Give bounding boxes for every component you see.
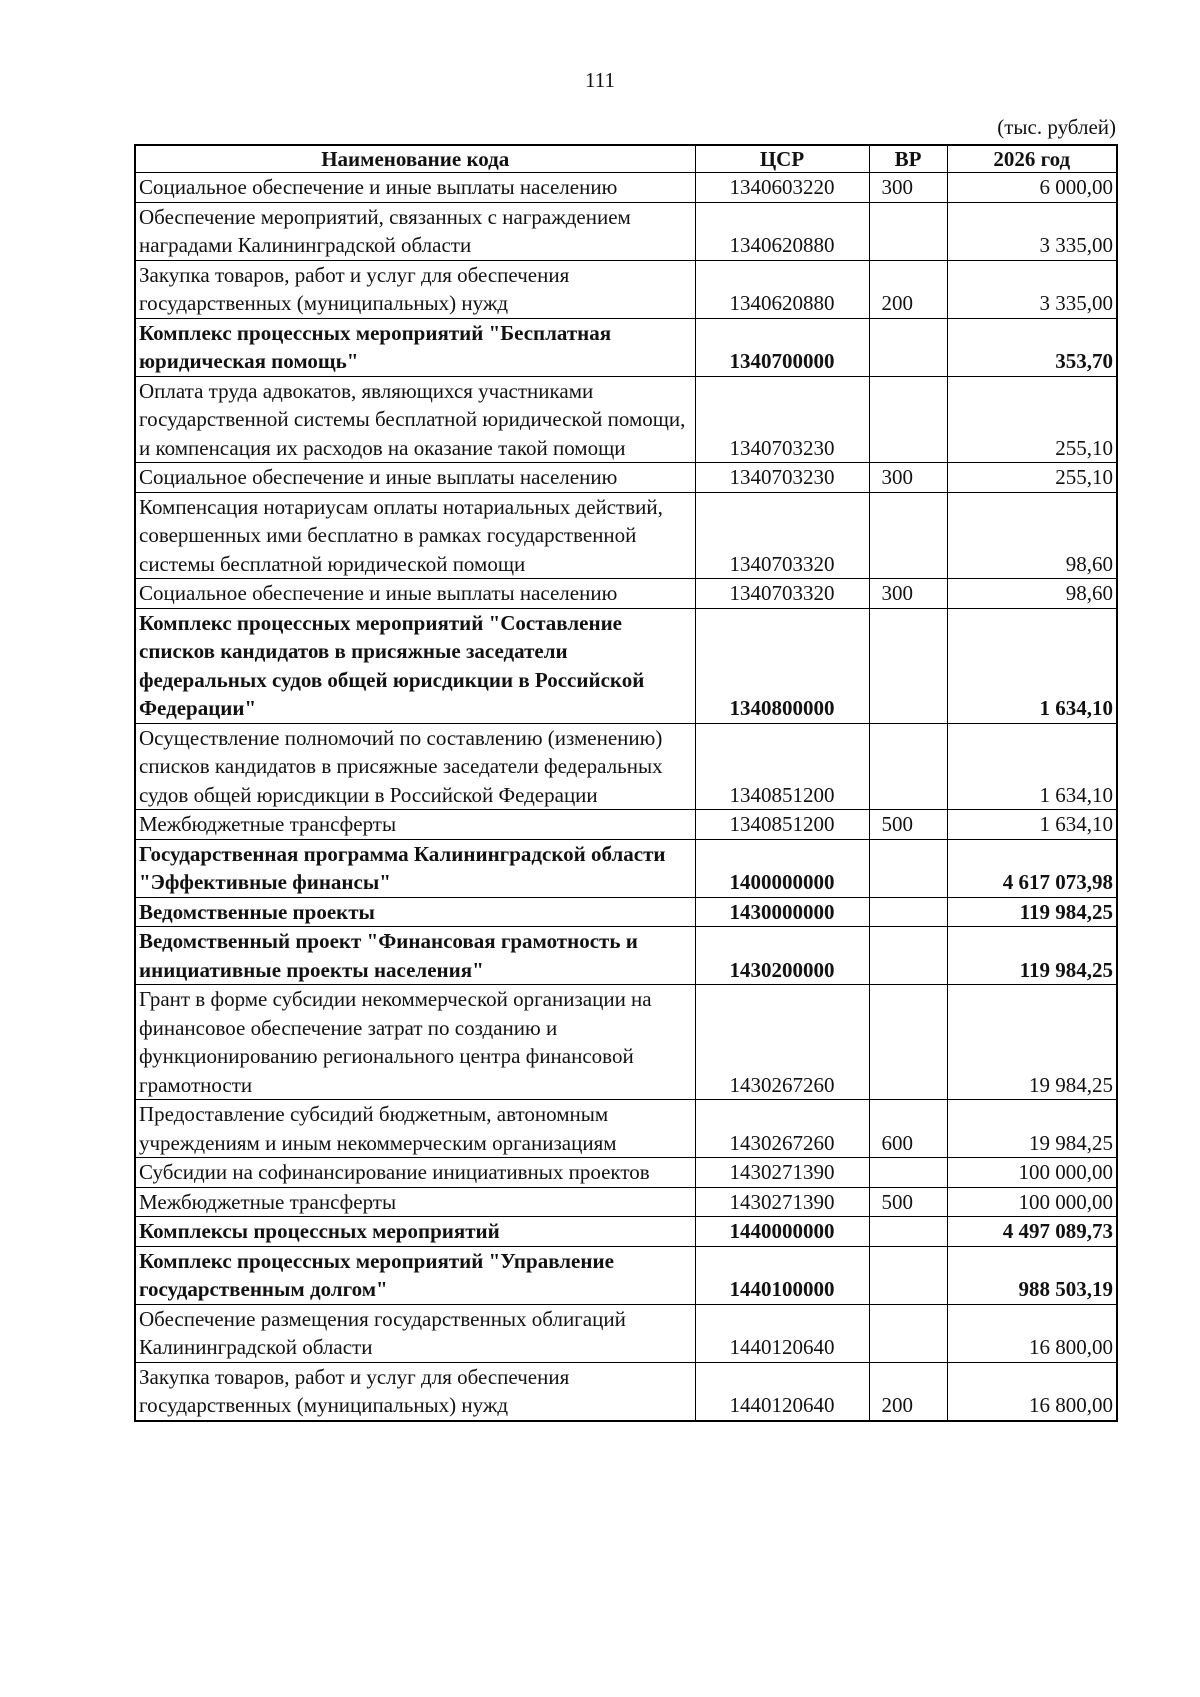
row-csr-cell: 1340603220 (695, 173, 869, 203)
row-vr-cell (869, 1246, 947, 1304)
row-vr-cell: 300 (869, 173, 947, 203)
table-row (135, 897, 1117, 927)
row-sum-cell: 4 617 073,98 (947, 839, 1117, 897)
row-sum-cell: 100 000,00 (947, 1187, 1117, 1217)
row-vr-cell (869, 1217, 947, 1247)
row-name-cell: Комплекс процессных мероприятий "Бесплатная юридическая помощь" (135, 318, 695, 376)
row-sum-cell: 16 800,00 (947, 1362, 1117, 1421)
row-sum-cell: 19 984,25 (947, 985, 1117, 1100)
row-name-cell: Ведомственные проекты (135, 897, 695, 927)
row-name-cell: Комплекс процессных мероприятий "Составление списков кандидатов в присяжные заседатели федеральных судов общей юрисдикции в Российской Федерации" (135, 608, 695, 723)
table-row (135, 1187, 1117, 1217)
row-vr-cell (869, 927, 947, 985)
table-header-row (135, 145, 1117, 173)
row-sum-cell: 353,70 (947, 318, 1117, 376)
row-csr-cell: 1430200000 (695, 927, 869, 985)
row-csr-cell: 1340800000 (695, 608, 869, 723)
row-vr-cell (869, 376, 947, 463)
row-vr-cell (869, 723, 947, 810)
row-name-cell: Социальное обеспечение и иные выплаты населению (135, 579, 695, 609)
row-name-cell: Предоставление субсидий бюджетным, автономным учреждениям и иным некоммерческим организациям (135, 1100, 695, 1158)
row-sum-cell: 16 800,00 (947, 1304, 1117, 1362)
row-vr-cell: 300 (869, 579, 947, 609)
table-row (135, 839, 1117, 897)
table-row (135, 318, 1117, 376)
row-sum-cell: 98,60 (947, 579, 1117, 609)
row-vr-cell (869, 839, 947, 897)
row-sum-cell: 6 000,00 (947, 173, 1117, 203)
row-csr-cell: 1430000000 (695, 897, 869, 927)
row-name-cell: Закупка товаров, работ и услуг для обеспечения государственных (муниципальных) нужд (135, 260, 695, 318)
row-csr-cell: 1340620880 (695, 260, 869, 318)
page-number: 111 (585, 68, 615, 92)
row-name-cell: Закупка товаров, работ и услуг для обеспечения государственных (муниципальных) нужд (135, 1362, 695, 1421)
row-name-cell: Компенсация нотариусам оплаты нотариальных действий, совершенных ими бесплатно в рамках государственной системы бесплатной юридической помощи (135, 492, 695, 579)
row-csr-cell: 1430271390 (695, 1158, 869, 1188)
row-csr-cell: 1440120640 (695, 1304, 869, 1362)
row-vr-cell (869, 492, 947, 579)
row-name-cell: Государственная программа Калининградской области "Эффективные финансы" (135, 839, 695, 897)
row-sum-cell: 3 335,00 (947, 260, 1117, 318)
row-sum-cell: 988 503,19 (947, 1246, 1117, 1304)
row-name-cell: Социальное обеспечение и иные выплаты населению (135, 173, 695, 203)
row-name-cell: Комплекс процессных мероприятий "Управление государственным долгом" (135, 1246, 695, 1304)
row-name-cell: Обеспечение размещения государственных облигаций Калининградской области (135, 1304, 695, 1362)
row-csr-cell: 1340703320 (695, 579, 869, 609)
row-csr-cell: 1440100000 (695, 1246, 869, 1304)
row-vr-cell (869, 985, 947, 1100)
row-name-cell: Оплата труда адвокатов, являющихся участниками государственной системы бесплатной юридической помощи, и компенсация их расходов на оказание такой помощи (135, 376, 695, 463)
row-name-cell: Субсидии на софинансирование инициативных проектов (135, 1158, 695, 1188)
row-name-cell: Обеспечение мероприятий, связанных с награждением наградами Калининградской области (135, 202, 695, 260)
row-sum-cell: 4 497 089,73 (947, 1217, 1117, 1247)
column-header-csr: ЦСР (695, 145, 869, 173)
row-sum-cell: 3 335,00 (947, 202, 1117, 260)
table-row (135, 1246, 1117, 1304)
row-sum-cell: 1 634,10 (947, 810, 1117, 840)
row-csr-cell: 1430267260 (695, 1100, 869, 1158)
row-vr-cell (869, 318, 947, 376)
row-sum-cell: 98,60 (947, 492, 1117, 579)
table-row (135, 1100, 1117, 1158)
row-vr-cell (869, 608, 947, 723)
row-name-cell: Межбюджетные трансферты (135, 1187, 695, 1217)
row-csr-cell: 1340703320 (695, 492, 869, 579)
table-row (135, 810, 1117, 840)
row-sum-cell: 119 984,25 (947, 927, 1117, 985)
row-sum-cell: 119 984,25 (947, 897, 1117, 927)
row-csr-cell: 1430271390 (695, 1187, 869, 1217)
units-label: (тыс. рублей) (997, 115, 1116, 139)
row-name-cell: Межбюджетные трансферты (135, 810, 695, 840)
row-vr-cell (869, 1158, 947, 1188)
row-csr-cell: 1340700000 (695, 318, 869, 376)
table-row (135, 376, 1117, 463)
table-row (135, 608, 1117, 723)
row-sum-cell: 1 634,10 (947, 608, 1117, 723)
table-row (135, 927, 1117, 985)
table-row (135, 1362, 1117, 1421)
column-header-name: Наименование кода (135, 145, 695, 173)
table-row (135, 1158, 1117, 1188)
row-vr-cell: 600 (869, 1100, 947, 1158)
row-vr-cell: 200 (869, 260, 947, 318)
row-csr-cell: 1440000000 (695, 1217, 869, 1247)
row-name-cell: Комплексы процессных мероприятий (135, 1217, 695, 1247)
row-vr-cell: 300 (869, 463, 947, 493)
row-name-cell: Грант в форме субсидии некоммерческой организации на финансовое обеспечение затрат по созданию и функционированию регионального центра финансовой грамотности (135, 985, 695, 1100)
table-row (135, 463, 1117, 493)
row-sum-cell: 1 634,10 (947, 723, 1117, 810)
row-sum-cell: 100 000,00 (947, 1158, 1117, 1188)
row-csr-cell: 1340851200 (695, 810, 869, 840)
row-csr-cell: 1440120640 (695, 1362, 869, 1421)
table-row (135, 579, 1117, 609)
row-csr-cell: 1340703230 (695, 463, 869, 493)
row-name-cell: Социальное обеспечение и иные выплаты населению (135, 463, 695, 493)
table-row (135, 492, 1117, 579)
row-sum-cell: 19 984,25 (947, 1100, 1117, 1158)
row-csr-cell: 1430267260 (695, 985, 869, 1100)
row-vr-cell: 500 (869, 810, 947, 840)
row-vr-cell (869, 202, 947, 260)
row-vr-cell: 200 (869, 1362, 947, 1421)
row-sum-cell: 255,10 (947, 463, 1117, 493)
table-row (135, 985, 1117, 1100)
table-body (135, 173, 1117, 1421)
table-row (135, 723, 1117, 810)
row-csr-cell: 1340703230 (695, 376, 869, 463)
table-row (135, 173, 1117, 203)
row-sum-cell: 255,10 (947, 376, 1117, 463)
row-csr-cell: 1340851200 (695, 723, 869, 810)
table-row (135, 1217, 1117, 1247)
row-vr-cell (869, 897, 947, 927)
row-vr-cell: 500 (869, 1187, 947, 1217)
table-row (135, 1304, 1117, 1362)
table-row (135, 202, 1117, 260)
column-header-vr: ВР (869, 145, 947, 173)
row-vr-cell (869, 1304, 947, 1362)
row-csr-cell: 1340620880 (695, 202, 869, 260)
row-csr-cell: 1400000000 (695, 839, 869, 897)
table-row (135, 260, 1117, 318)
budget-table (134, 144, 1118, 1422)
row-name-cell: Осуществление полномочий по составлению (изменению) списков кандидатов в присяжные заседатели федеральных судов общей юрисдикции в Российской Федерации (135, 723, 695, 810)
row-name-cell: Ведомственный проект "Финансовая грамотность и инициативные проекты населения" (135, 927, 695, 985)
column-header-year: 2026 год (947, 145, 1117, 173)
